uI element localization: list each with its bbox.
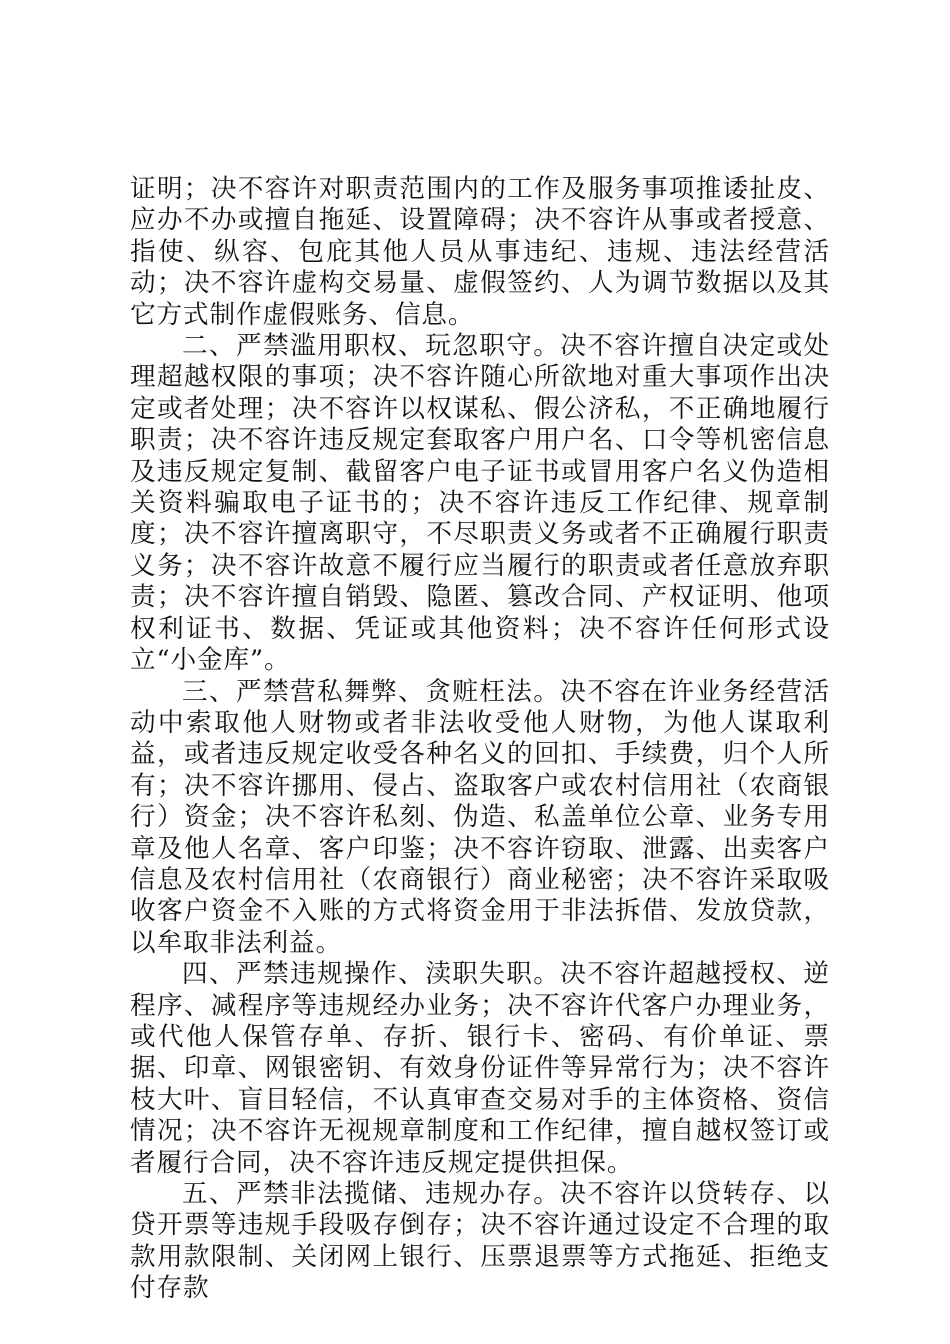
paragraph-section-five: 五、严禁非法揽储、违规办存。决不容许以贷转存、以贷开票等违规手段吸存倒存；决不容许通过设定不合理的取款用款限制、关闭网上银行、压票退票等方式拖延、拒绝支付存款 bbox=[130, 1179, 830, 1304]
paragraph-continuation: 证明；决不容许对职责范围内的工作及服务事项推诿扯皮、应办不办或擅自拖延、设置障碍；决不容许从事或者授意、指使、纵容、包庇其他人员从事违纪、违规、违法经营活动；决不容许虚构交易量、虚假签约、人为调节数据以及其它方式制作虚假账务、信息。 bbox=[130, 174, 830, 330]
paragraph-section-two: 二、严禁滥用职权、玩忽职守。决不容许擅自决定或处理超越权限的事项；决不容许随心所欲地对重大事项作出决定或者处理；决不容许以权谋私、假公济私，不正确地履行职责；决不容许违反规定套取客户用户名、口令等机密信息及违反规定复制、截留客户电子证书或冒用客户名义伪造相关资料骗取电子证书的；决不容许违反工作纪律、规章制度；决不容许擅离职守，不尽职责义务或者不正确履行职责义务；决不容许故意不履行应当履行的职责或者任意放弃职责；决不容许擅自销毁、隐匿、篡改合同、产权证明、他项权利证书、数据、凭证或其他资料；决不容许任何形式设立“小金库”。 bbox=[130, 331, 830, 676]
document-body bbox=[130, 174, 830, 1305]
paragraph-section-three: 三、严禁营私舞弊、贪赃枉法。决不容在许业务经营活动中索取他人财物或者非法收受他人财物，为他人谋取利益，或者违反规定收受各种名义的回扣、手续费，归个人所有；决不容许挪用、侵占、盗取客户或农村信用社（农商银行）资金；决不容许私刻、伪造、私盖单位公章、业务专用章及他人名章、客户印鉴；决不容许窃取、泄露、出卖客户信息及农村信用社（农商银行）商业秘密；决不容许采取吸收客户资金不入账的方式将资金用于非法拆借、发放贷款，以牟取非法利益。 bbox=[130, 676, 830, 958]
paragraph-section-four: 四、严禁违规操作、渎职失职。决不容许超越授权、逆程序、减程序等违规经办业务；决不容许代客户办理业务，或代他人保管存单、存折、银行卡、密码、有价单证、票据、印章、网银密钥、有效身份证件等异常行为；决不容许枝大叶、盲目轻信，不认真审查交易对手的主体资格、资信情况；决不容许无视规章制度和工作纪律，擅自越权签订或者履行合同，决不容许违反规定提供担保。 bbox=[130, 959, 830, 1178]
